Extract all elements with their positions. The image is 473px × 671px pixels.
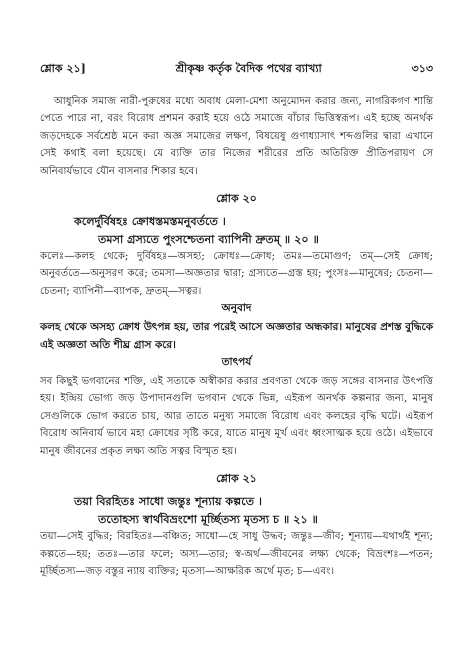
verse-21: [40, 470, 433, 580]
verse-20-purport-label: তাৎপর্য: [221, 356, 252, 369]
verse-21-title: শ্লোক ২১: [216, 472, 257, 486]
verse-21-line-1: তয়া বিরহিতঃ সাধো জন্তুঃ শূন্যায় কল্পতে ।: [74, 494, 263, 509]
page-number: ৩১৩: [411, 62, 433, 75]
verse-20-line-2: তমসা গ্রস্যতে পুংসশ্চেতনা ব্যাপিনী দ্রুতম্ ॥ ২০ ॥: [98, 232, 319, 247]
verse-21-synonyms: তয়া—সেই বুদ্ধির; বিরহিতঃ—বঞ্চিত; সাধো—হে সাধু উদ্ধব; জন্তুঃ—জীব; শূন্যায়—যথার্থই শূন্য; কল্পতে—হয়; ততঃ—তার ফলে; অস্য—তার; স্ব-অর্থ—জীবনের লক্ষ্য থেকে; বিভ্রংশঃ—পতন; মূর্চ্ছিতস্য—জড় বস্তুর ন্যায় ব্যক্তির; মৃতস্য—আক্ষরিক অর্থে মৃত; চ—এবং।: [40, 531, 433, 577]
verse-20-translation: কলহ থেকে অসহ্য ক্রোধ উৎপন্ন হয়, তার পরেই আসে অজ্ঞতার অন্ধকার। মানুষের প্রশস্ত বুদ্ধিকে এই অজ্ঞতা অতি শীঘ্র গ্রাস করে।: [40, 321, 433, 351]
page-header: [40, 60, 433, 79]
header-title: শ্রীকৃষ্ণ কর্তৃক বৈদিক পথের ব্যাখ্যা: [175, 62, 322, 75]
verse-20: [40, 190, 433, 460]
verse-20-translation-label: অনুবাদ: [221, 302, 252, 315]
verse-20-purport: সব কিছুই ভগবানের শক্তি, এই সত্যকে অস্বীকার করার প্রবণতা থেকে জড় সঙ্গের বাসনার উৎপত্তি হয়। ইন্দ্রিয় ভোগ্য জড় উপাদানগুলি ভগবান থেকে ভিন্ন, এইরূপ অনর্থক কল্পনার জন্য, মানুষ সেগুলিকে ভোগ করতে চায়, আর তাতে মনুষ্য সমাজে বিরোধ এবং কলহের বৃদ্ধি ঘটে। এইরূপ বিরোধ অনিবার্য ভাবে মহা ক্রোধের সৃষ্টি করে, যাতে মানুষ মূর্খ এবং ধ্বংসাত্মক হয়ে ওঠে। এইভাবে মানুষ জীবনের প্রকৃত লক্ষ্য অতি সত্বর বিস্মৃত হয়।: [40, 376, 433, 457]
verse-20-synonyms: কলেঃ—কলহ থেকে; দুর্বিষহঃ—অসহ্য; ক্রোধঃ—ক্রোধ; তমঃ—তমোগুণ; তম্—সেই ক্রোধ; অনুবর্ততে—অনুসরণ করে; তমসা—অজ্ঞতার দ্বারা; গ্রস্যতে—গ্রস্ত হয়; পুংসঃ—মানুষের; চেতনা—চেতনা; ব্যাপিনী—ব্যাপক, দ্রুতম্—সত্বর।: [40, 251, 433, 297]
verse-21-line-2: ততোহস্য স্বার্থবিভ্রংশো মূর্চ্ছিতস্য মৃতস্য চ ॥ ২১ ॥: [98, 512, 318, 527]
intro-paragraph: আধুনিক সমাজ নারী-পুরুষের মধ্যে অবাধ মেলা-মেশা অনুমোদন করার জন্য, নাগরিকগণ শান্তি পেতে পারে না, বরং বিরোধ প্রশমন করাই হয়ে ওঠে সমাজে বাঁচার ভিত্তিস্বরূপ। এই হচ্ছে অনর্থক জড়দেহকে সর্বশ্রেষ্ঠ মনে করা অজ্ঞ সমাজের লক্ষণ, বিষয়েষু গুণাধ্যাসাৎ শব্দগুলির দ্বারা এখানে সেই কথাই বলা হয়েছে। যে ব্যক্তি তার নিজের শরীরের প্রতি অতিরিক্ত প্রীতিপরায়ণ সে অনিবার্যভাবে যৌন বাসনার শিকার হবে।: [40, 96, 433, 177]
header-left: শ্লোক ২১]: [40, 62, 86, 75]
verse-20-title: শ্লোক ২০: [216, 192, 257, 206]
verse-20-line-1: কলের্দুর্বিষহঃ ক্রোধস্তমস্তমনুবর্ততে ।: [74, 214, 226, 229]
